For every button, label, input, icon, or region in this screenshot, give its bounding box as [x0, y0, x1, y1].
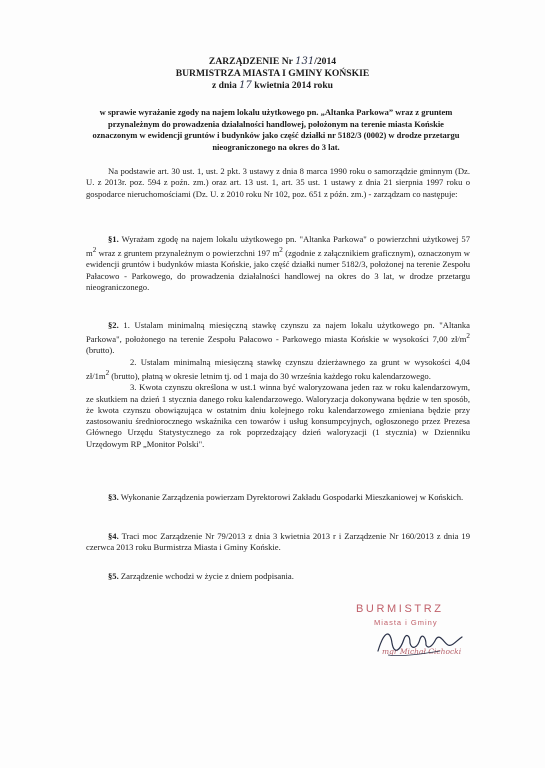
section-3: §3. Wykonanie Zarządzenia powierzam Dyrektorowi Zakładu Gospodarki Mieszkaniowej w Końskich.	[108, 492, 464, 502]
section-label: §1.	[108, 234, 119, 244]
stamp-subtitle: Miasta i Gminy	[374, 618, 438, 627]
section-2-item-2: 2. Ustalam minimalną miesięczną stawkę czynszu dzierżawnego za grunt w wysokości 4,04 $zł/1m^2$ (brutto), płatną w okresie letnim tj. od 1 maja do 30 września każdego roku kalendarzowego.	[86, 356, 470, 381]
handwritten-number: 131	[295, 56, 315, 67]
section-5: §5. Zarządzenie wchodzi w życie z dniem podpisania.	[108, 571, 294, 581]
section-label: §4.	[108, 531, 119, 541]
stamp-name: mgr Michał Cichocki	[382, 647, 462, 656]
stamp-title: BURMISTRZ	[356, 603, 444, 615]
section-1: §1. Wyrażam zgodę na najem lokalu użytkowego pn. "Altanka Parkowa" o powierzchni użytkowej 57 $m^2$ wraz z gruntem przynależnym o powierzchni 197 $m^2$ (zgodnie z załącznikiem graficznym), oznaczonym w ewidencji gruntów i budynków miasta Końskie, jako część działki numer 5182/3, położonej na terenie Zespołu Pałacowo - Parkowego, do prowadzenia działalności handlowej na okres do 3 lat, w drodze przetargu nieograniczonego.	[86, 234, 470, 293]
document-date: z dnia 17 kwietnia 2014 roku	[211, 80, 334, 91]
handwritten-day: 17	[239, 80, 252, 91]
section-4: §4. Traci moc Zarządzenie Nr 79/2013 z dnia 3 kwietnia 2013 r i Zarządzenie Nr 160/2013 z dnia 19 czerwca 2013 roku Burmistrza Miasta i Gminy Końskie.	[86, 531, 470, 553]
section-label: §5.	[108, 571, 119, 581]
section-label: §2.	[108, 320, 119, 330]
official-stamp	[352, 603, 482, 663]
issuing-authority: BURMISTRZA MIASTA I GMINY KOŃSKIE	[175, 68, 370, 79]
signature-icon	[370, 621, 470, 661]
section-2-item-1: §2. 1. Ustalam minimalną miesięczną stawkę czynszu za najem lokalu użytkowego pn. "Altanka Parkowa", położonego na terenie Zespołu Pałacowo - Parkowego miasta Końskie w wysokości 7,00 $zł/m^2$ (brutto).	[86, 320, 470, 356]
document-title: ZARZĄDZENIE Nr 131/2014	[208, 56, 337, 67]
legal-basis-paragraph: Na podstawie art. 30 ust. 1, ust. 2 pkt. 3 ustawy z dnia 8 marca 1990 roku o samorządzie gminnym (Dz. U. z 2013r. poz. 594 z poźn. zm.) oraz art. 13 ust. 1, art. 35 ust. 1 ustawy z dnia 21 sierpnia 1997 roku o gospodarce nieruchomościami (Dz. U. z 2010 roku Nr 102, poz. 651 z późn. zm.) - zarządzam co następuje:	[86, 166, 470, 199]
section-label: §3.	[108, 492, 119, 502]
section-2	[86, 320, 470, 450]
document-subject: w sprawie wyrażanie zgody na najem lokalu użytkowego pn. „Altanka Parkowa” wraz z gruntem przynależnym do prowadzenia działalności handlowej, położonym na terenie miasta Końskie oznaczonym w ewidencji gruntów i budynków jako część działki nr 5182/3 (0002) w drodze przetargu nieograniczonego na okres do 3 lat.	[92, 107, 460, 152]
section-2-item-3: 3. Kwota czynszu określona w ust.1 winna być waloryzowana jeden raz w roku kalendarzowym, ze skutkiem na dzień 1 stycznia danego roku kalendarzowego. Waloryzacja dokonywana będzie w ten sposób, że kwota czynszu obowiązująca w ostatnim dniu kolejnego roku kalendarzowego zmieniana będzie przy zastosowaniu średniorocznego wskaźnika cen towarów i usług konsumpcyjnych, ogłoszonego przez Prezesa Głównego Urzędu Statystycznego za rok poprzedzający dzień waloryzacji (1 stycznia) w Dzienniku Urzędowym RP „Monitor Polski".	[86, 382, 470, 449]
document-header	[0, 56, 545, 92]
